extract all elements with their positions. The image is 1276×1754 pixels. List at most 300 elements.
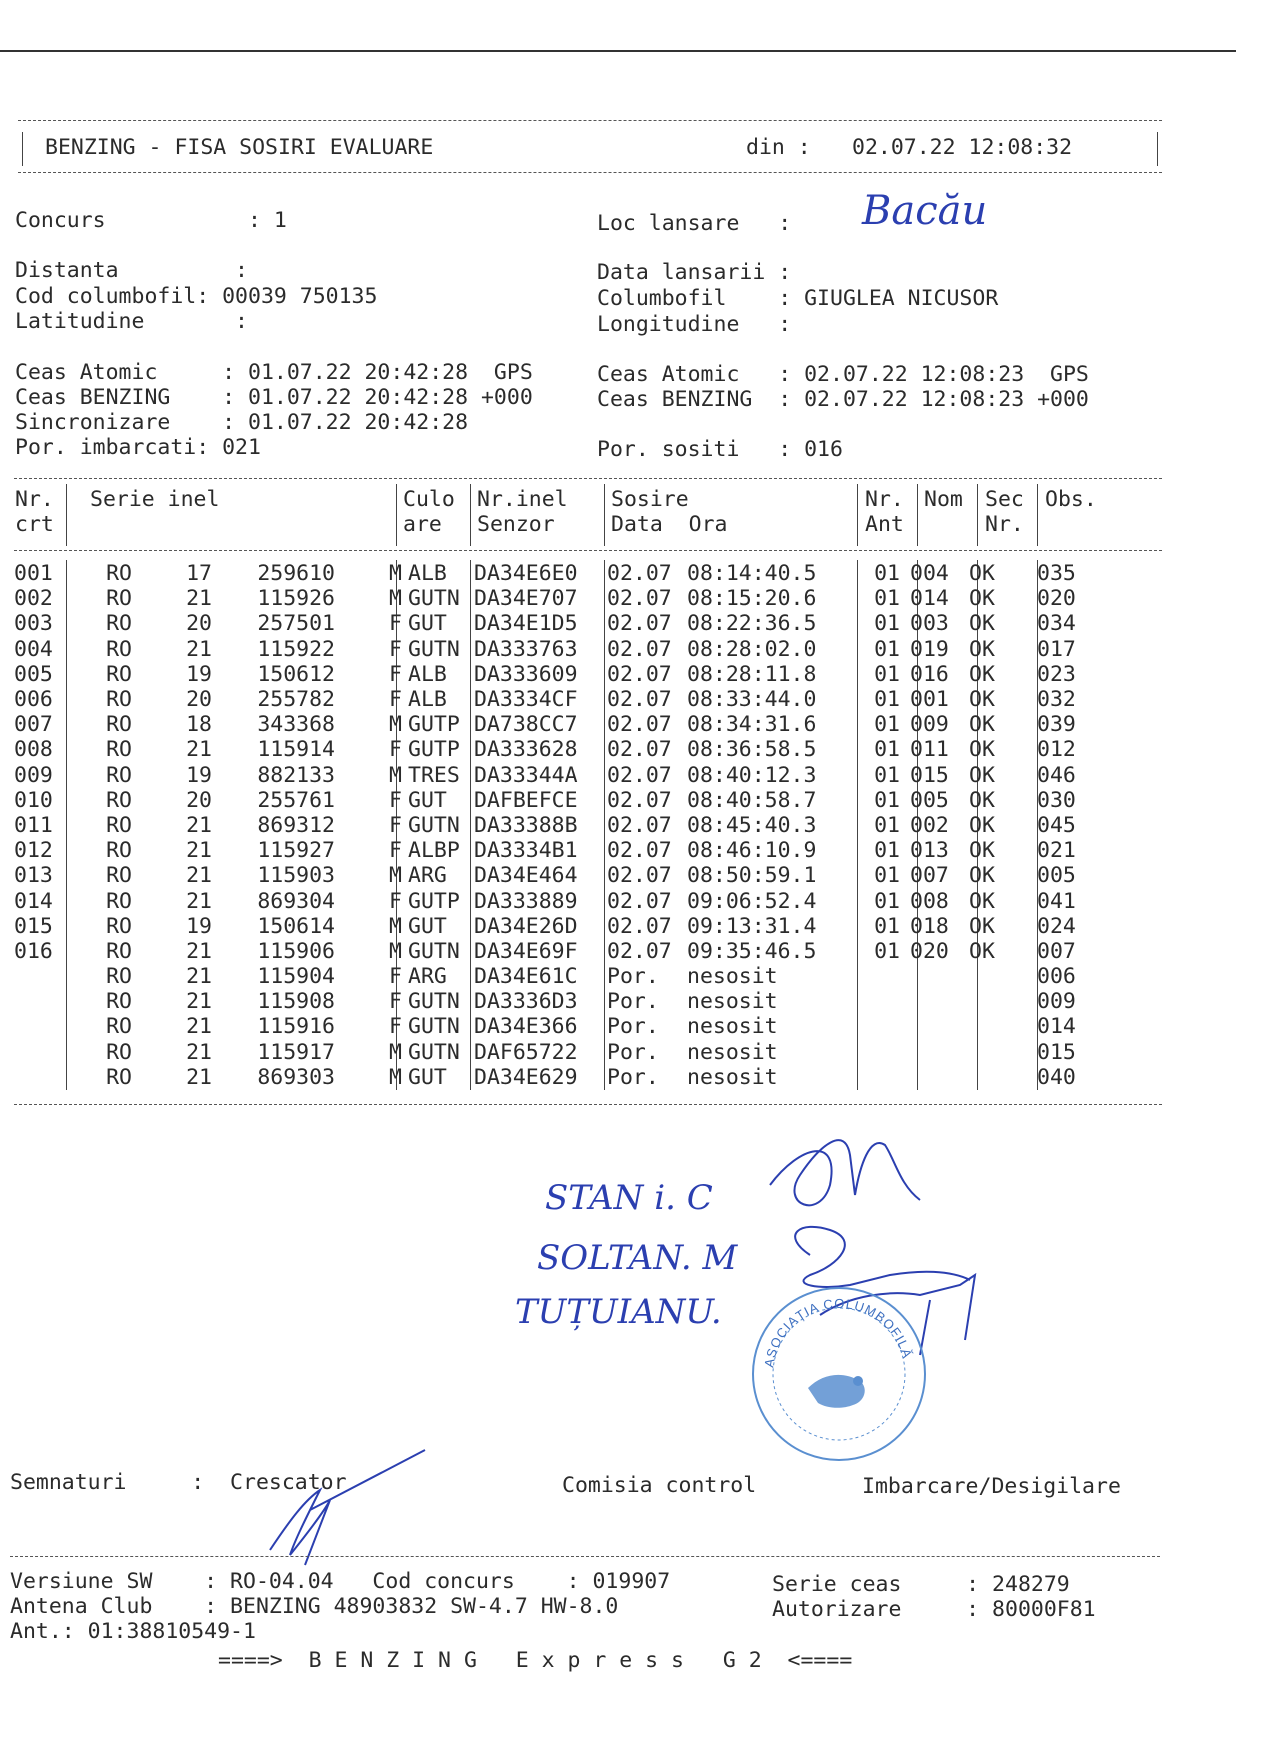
cell-num: 115922	[257, 636, 335, 662]
cell-ro: RO	[106, 964, 132, 990]
cod-columbofil: Cod columbofil: 00039 750135	[15, 284, 378, 309]
cell-time: 09:06:52.4	[687, 888, 817, 914]
loc-lansare-handwritten: Bacău	[862, 188, 988, 234]
cell-num: 115916	[257, 1014, 335, 1040]
cell-sex: M	[389, 913, 402, 939]
cell-col: ALB	[408, 561, 447, 587]
cell-sex: F	[389, 661, 402, 687]
cell-col: GUTP	[408, 888, 460, 914]
cell-nr: 010	[14, 787, 53, 813]
ceas-benzing-right: Ceas BENZING : 02.07.22 12:08:23 +000	[597, 387, 1089, 412]
col-line	[470, 484, 471, 546]
cell-obs: 035	[1037, 561, 1076, 587]
cell-obs: 034	[1037, 611, 1076, 637]
cell-ok	[965, 989, 1031, 1014]
cell-nom	[908, 964, 965, 989]
cell-sen: DA33388B	[474, 812, 578, 838]
cell-sex: F	[389, 888, 402, 914]
table-row	[14, 1014, 1107, 1039]
cell-nom: 004	[910, 561, 949, 587]
cell-num: 115917	[257, 1039, 335, 1065]
cell-ro: RO	[106, 1014, 132, 1040]
cell-nr: 014	[14, 888, 53, 914]
cell-ok	[965, 1014, 1031, 1039]
cell-sex: F	[389, 787, 402, 813]
col-header-nom: Nom	[924, 487, 963, 512]
table-row	[14, 763, 1107, 788]
cell-sen: DA34E464	[474, 863, 578, 889]
col-header-nr: Nr. crt	[15, 487, 54, 537]
col-line	[917, 484, 918, 546]
cell-obs: 005	[1037, 863, 1076, 889]
col-header-sec: Sec Nr.	[985, 487, 1024, 537]
cell-ant: 01	[874, 812, 900, 838]
col-line	[66, 484, 67, 546]
cell-ok	[965, 1040, 1031, 1065]
cell-nom	[908, 1065, 965, 1090]
cell-ro: RO	[106, 787, 132, 813]
cell-sex: F	[389, 1014, 402, 1040]
col-header-nrant: Nr. Ant	[865, 487, 904, 537]
table-rule-bottom	[14, 1104, 1162, 1105]
cell-time: 08:50:59.1	[687, 863, 817, 889]
cell-yr: 21	[186, 737, 212, 763]
cell-time: nesosit	[687, 1064, 778, 1090]
cell-yr: 21	[186, 636, 212, 662]
cell-col: ALBP	[408, 838, 460, 864]
cell-sex: M	[389, 863, 402, 889]
cell-nr: 012	[14, 838, 53, 864]
cell-time: nesosit	[687, 964, 778, 990]
cell-date: 02.07	[607, 687, 672, 713]
cell-nr: 015	[14, 913, 53, 939]
cell-ok: OK	[969, 586, 995, 612]
cell-sen: DA33344A	[474, 762, 578, 788]
cell-col: GUTP	[408, 712, 460, 738]
cell-time: 08:28:11.8	[687, 661, 817, 687]
cell-nom: 003	[910, 611, 949, 637]
cell-date: Por.	[607, 1039, 659, 1065]
cell-sen: DA34E26D	[474, 913, 578, 939]
cell-nr: 004	[14, 636, 53, 662]
cell-ok: OK	[969, 687, 995, 713]
table-row	[14, 964, 1107, 989]
crescator-signature	[250, 1440, 440, 1570]
cell-ant: 01	[874, 787, 900, 813]
imbarcare-label: Imbarcare/Desigilare	[862, 1474, 1121, 1499]
cell-date: 02.07	[607, 938, 672, 964]
header-box-left	[22, 132, 23, 166]
cell-time: 09:35:46.5	[687, 938, 817, 964]
cell-date: 02.07	[607, 863, 672, 889]
cell-nom: 008	[910, 888, 949, 914]
handwritten-name-1: STAN i. C	[545, 1178, 713, 1218]
cell-nr: 003	[14, 611, 53, 637]
cell-col: GUTN	[408, 1039, 460, 1065]
cell-sen: DA333609	[474, 661, 578, 687]
cell-col: GUT	[408, 1064, 447, 1090]
cell-nom: 009	[910, 712, 949, 738]
cell-yr: 19	[186, 913, 212, 939]
cell-num: 115914	[257, 737, 335, 763]
cell-ro: RO	[106, 863, 132, 889]
cell-obs: 041	[1037, 888, 1076, 914]
ant-line: Ant.: 01:38810549-1	[10, 1619, 256, 1644]
col-line	[977, 484, 978, 546]
cell-ant: 01	[874, 863, 900, 889]
table-row	[14, 914, 1107, 939]
cell-nom: 002	[910, 812, 949, 838]
cell-nr: 013	[14, 863, 53, 889]
table-rule-top	[14, 478, 1162, 479]
cell-ro: RO	[106, 586, 132, 612]
cell-sex: M	[389, 938, 402, 964]
table-row	[14, 989, 1107, 1014]
cell-num: 343368	[257, 712, 335, 738]
cell-yr: 19	[186, 762, 212, 788]
cell-ok: OK	[969, 561, 995, 587]
cell-ok: OK	[969, 737, 995, 763]
table-row	[14, 888, 1107, 913]
cell-nr	[14, 1065, 66, 1090]
cell-ok: OK	[969, 787, 995, 813]
cell-time: 09:13:31.4	[687, 913, 817, 939]
cell-date: 02.07	[607, 812, 672, 838]
cell-time: 08:40:58.7	[687, 787, 817, 813]
cell-yr: 21	[186, 888, 212, 914]
cell-time: 08:22:36.5	[687, 611, 817, 637]
cell-sex: F	[389, 687, 402, 713]
cell-nom: 019	[910, 636, 949, 662]
cell-date: Por.	[607, 1064, 659, 1090]
cell-sex: F	[389, 737, 402, 763]
cell-ant: 01	[874, 838, 900, 864]
cell-ant: 01	[874, 611, 900, 637]
cell-time: 08:33:44.0	[687, 687, 817, 713]
cell-ant	[845, 964, 908, 989]
cell-time: 08:34:31.6	[687, 712, 817, 738]
cell-obs: 014	[1037, 1014, 1076, 1040]
cell-obs: 015	[1037, 1039, 1076, 1065]
cell-sen: DA3334CF	[474, 687, 578, 713]
cell-sex: F	[389, 611, 402, 637]
semnaturi-label: Semnaturi : Crescator	[10, 1470, 347, 1495]
cell-nr: 002	[14, 586, 53, 612]
arrivals-table	[14, 561, 1107, 1090]
cell-sen: DA34E6E0	[474, 561, 578, 587]
cell-sex: M	[389, 1064, 402, 1090]
cell-ant: 01	[874, 762, 900, 788]
col-header-culoare: Culo are	[403, 487, 455, 537]
cell-ro: RO	[106, 661, 132, 687]
benzing-express-banner: ====> B E N Z I N G E x p r e s s G 2 <====	[218, 1648, 853, 1673]
table-row	[14, 637, 1107, 662]
cell-sen: DA34E707	[474, 586, 578, 612]
cell-col: GUTN	[408, 938, 460, 964]
cell-ant: 01	[874, 888, 900, 914]
col-line	[857, 484, 858, 546]
cell-ro: RO	[106, 687, 132, 713]
table-row	[14, 586, 1107, 611]
cell-yr: 21	[186, 812, 212, 838]
table-row	[14, 561, 1107, 586]
stamp-text: ASOCIAȚIA COLUMBOFILĂ	[761, 1295, 916, 1369]
cell-col: GUTP	[408, 737, 460, 763]
handwritten-name-2: SOLTAN. M	[537, 1238, 738, 1278]
cell-date: 02.07	[607, 888, 672, 914]
concurs: Concurs : 1	[15, 208, 287, 233]
cell-ant: 01	[874, 938, 900, 964]
cell-sen: DA738CC7	[474, 712, 578, 738]
cell-sex: M	[389, 561, 402, 587]
cell-yr: 21	[186, 1014, 212, 1040]
association-stamp	[748, 1283, 930, 1465]
cell-col: GUT	[408, 611, 447, 637]
por-sositi: Por. sositi : 016	[597, 437, 843, 462]
table-row	[14, 788, 1107, 813]
cell-ro: RO	[106, 737, 132, 763]
cell-ant: 01	[874, 561, 900, 587]
cell-ok: OK	[969, 863, 995, 889]
cell-date: 02.07	[607, 762, 672, 788]
cell-num: 115904	[257, 964, 335, 990]
cell-ro: RO	[106, 888, 132, 914]
cell-nr	[14, 989, 66, 1014]
cell-obs: 006	[1037, 964, 1076, 990]
cell-ro: RO	[106, 812, 132, 838]
cell-date: 02.07	[607, 787, 672, 813]
cell-num: 255782	[257, 687, 335, 713]
cell-obs: 009	[1037, 989, 1076, 1015]
cell-ant: 01	[874, 712, 900, 738]
cell-obs: 030	[1037, 787, 1076, 813]
cell-nr: 006	[14, 687, 53, 713]
cell-col: ARG	[408, 964, 447, 990]
col-header-obs: Obs.	[1045, 487, 1097, 512]
cell-ro: RO	[106, 611, 132, 637]
cell-ant	[845, 1065, 908, 1090]
cell-date: 02.07	[607, 838, 672, 864]
table-rule-header	[14, 550, 1162, 551]
cell-nom	[908, 1014, 965, 1039]
cell-obs: 007	[1037, 938, 1076, 964]
cell-date: 02.07	[607, 737, 672, 763]
cell-time: 08:40:12.3	[687, 762, 817, 788]
antena-club: Antena Club : BENZING 48903832 SW-4.7 HW-8.0	[10, 1594, 619, 1619]
cell-obs: 046	[1037, 762, 1076, 788]
document-title: BENZING - FISA SOSIRI EVALUARE	[45, 135, 434, 160]
table-row	[14, 1065, 1107, 1090]
autorizare: Autorizare : 80000F81	[772, 1597, 1096, 1622]
cell-nr: 008	[14, 737, 53, 763]
cell-sen: DA34E1D5	[474, 611, 578, 637]
ceas-benzing-left: Ceas BENZING : 01.07.22 20:42:28 +000	[15, 385, 533, 410]
cell-sex: M	[389, 586, 402, 612]
cell-sen: DA34E629	[474, 1064, 578, 1090]
cell-sex: F	[389, 812, 402, 838]
cell-num: 882133	[257, 762, 335, 788]
cell-col: ALB	[408, 687, 447, 713]
latitudine: Latitudine :	[15, 309, 248, 334]
cell-ok: OK	[969, 611, 995, 637]
cell-ro: RO	[106, 762, 132, 788]
cell-col: ARG	[408, 863, 447, 889]
cell-num: 115927	[257, 838, 335, 864]
cell-yr: 20	[186, 611, 212, 637]
cell-ok: OK	[969, 636, 995, 662]
cell-yr: 21	[186, 1039, 212, 1065]
cell-col: ALB	[408, 661, 447, 687]
cell-yr: 17	[186, 561, 212, 587]
cell-num: 257501	[257, 611, 335, 637]
cell-ant: 01	[874, 687, 900, 713]
cell-num: 869303	[257, 1064, 335, 1090]
cell-ant	[845, 1014, 908, 1039]
cell-ro: RO	[106, 938, 132, 964]
col-line	[1037, 484, 1038, 546]
cell-sen: DA333628	[474, 737, 578, 763]
cell-ant	[845, 989, 908, 1014]
cell-ok: OK	[969, 712, 995, 738]
cell-num: 150612	[257, 661, 335, 687]
cell-num: 150614	[257, 913, 335, 939]
col-header-nrinel: Nr.inel Senzor	[477, 487, 568, 537]
cell-ro: RO	[106, 1064, 132, 1090]
cell-nom: 016	[910, 661, 949, 687]
table-row	[14, 939, 1107, 964]
cell-ro: RO	[106, 561, 132, 587]
cell-sen: DA333889	[474, 888, 578, 914]
cell-obs: 012	[1037, 737, 1076, 763]
cell-date: Por.	[607, 964, 659, 990]
cell-sen: DA34E366	[474, 1014, 578, 1040]
cell-col: GUTN	[408, 989, 460, 1015]
ceas-atomic-right: Ceas Atomic : 02.07.22 12:08:23 GPS	[597, 362, 1089, 387]
cell-col: TRES	[408, 762, 460, 788]
serie-ceas: Serie ceas : 248279	[772, 1572, 1070, 1597]
cell-nr: 009	[14, 762, 53, 788]
col-line	[604, 484, 605, 546]
cell-ok: OK	[969, 762, 995, 788]
cell-ok	[965, 964, 1031, 989]
col-line	[396, 484, 397, 546]
cell-sex: M	[389, 1039, 402, 1065]
cell-num: 869312	[257, 812, 335, 838]
cell-sex: F	[389, 964, 402, 990]
cell-num: 255761	[257, 787, 335, 813]
table-row	[14, 687, 1107, 712]
cell-date: Por.	[607, 1014, 659, 1040]
ceas-atomic-left: Ceas Atomic : 01.07.22 20:42:28 GPS	[15, 360, 533, 385]
cell-nr: 011	[14, 812, 53, 838]
table-row	[14, 863, 1107, 888]
col-header-serie: Serie inel	[90, 487, 220, 512]
table-row	[14, 611, 1107, 636]
din-value: 02.07.22 12:08:32	[852, 135, 1073, 160]
loc-lansare: Loc lansare :	[597, 211, 792, 236]
cell-nom	[908, 1040, 965, 1065]
cell-num: 115926	[257, 586, 335, 612]
cell-date: 02.07	[607, 661, 672, 687]
cell-date: 02.07	[607, 712, 672, 738]
cell-col: GUT	[408, 913, 447, 939]
cell-time: nesosit	[687, 1039, 778, 1065]
cell-obs: 024	[1037, 913, 1076, 939]
cell-num: 115903	[257, 863, 335, 889]
por-imbarcati: Por. imbarcati: 021	[15, 435, 261, 460]
cell-ant: 01	[874, 737, 900, 763]
cell-obs: 040	[1037, 1064, 1076, 1090]
cell-obs: 045	[1037, 812, 1076, 838]
cell-col: GUTN	[408, 586, 460, 612]
cell-obs: 032	[1037, 687, 1076, 713]
columbofil: Columbofil : GIUGLEA NICUSOR	[597, 286, 999, 311]
cell-time: nesosit	[687, 989, 778, 1015]
cell-nr	[14, 1014, 66, 1039]
cell-yr: 20	[186, 687, 212, 713]
cell-yr: 21	[186, 838, 212, 864]
top-rule	[0, 50, 1236, 52]
cell-sen: DA34E61C	[474, 964, 578, 990]
cell-yr: 21	[186, 586, 212, 612]
table-row	[14, 1040, 1107, 1065]
cell-ok: OK	[969, 938, 995, 964]
cell-sex: M	[389, 762, 402, 788]
cell-time: 08:45:40.3	[687, 812, 817, 838]
cell-nom	[908, 989, 965, 1014]
table-row	[14, 662, 1107, 687]
cell-nom: 001	[910, 687, 949, 713]
cell-ant: 01	[874, 586, 900, 612]
cell-col: GUTN	[408, 1014, 460, 1040]
cell-nr	[14, 1040, 66, 1065]
cell-num: 115906	[257, 938, 335, 964]
cell-ok: OK	[969, 812, 995, 838]
cell-yr: 21	[186, 938, 212, 964]
header-box-right	[1157, 132, 1158, 166]
cell-yr: 21	[186, 863, 212, 889]
cell-yr: 21	[186, 1064, 212, 1090]
cell-sen: DA3336D3	[474, 989, 578, 1015]
cell-date: Por.	[607, 989, 659, 1015]
handwritten-name-3: TUȚUIANU.	[515, 1292, 722, 1332]
cell-ant: 01	[874, 636, 900, 662]
cell-nr: 001	[14, 561, 53, 587]
cell-ant: 01	[874, 913, 900, 939]
cell-yr: 21	[186, 964, 212, 990]
cell-num: 869304	[257, 888, 335, 914]
cell-nom: 015	[910, 762, 949, 788]
cell-date: 02.07	[607, 586, 672, 612]
cell-sex: F	[389, 838, 402, 864]
cell-sen: DA34E69F	[474, 938, 578, 964]
table-row	[14, 813, 1107, 838]
cell-sen: DA333763	[474, 636, 578, 662]
cell-col: GUTN	[408, 636, 460, 662]
cell-obs: 017	[1037, 636, 1076, 662]
din-label: din :	[746, 135, 811, 160]
cell-nr: 016	[14, 938, 53, 964]
header-box-bottom	[18, 172, 1162, 173]
cell-num: 259610	[257, 561, 335, 587]
cell-yr: 21	[186, 989, 212, 1015]
cell-ro: RO	[106, 636, 132, 662]
cell-obs: 023	[1037, 661, 1076, 687]
table-row	[14, 712, 1107, 737]
cell-date: 02.07	[607, 611, 672, 637]
data-lansarii: Data lansarii :	[597, 260, 792, 285]
cell-ro: RO	[106, 913, 132, 939]
